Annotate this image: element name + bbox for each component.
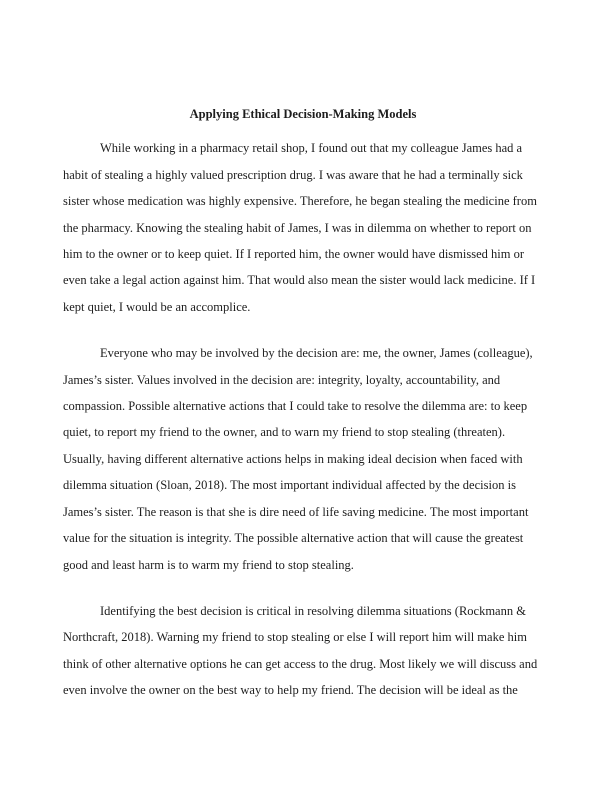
text-line: quiet, to report my friend to the owner, and to warn my friend to stop stealing (threaten). [63,425,506,440]
text-line: While working in a pharmacy retail shop, I found out that my colleague James had a [100,141,523,156]
text-line: even involve the owner on the best way to help my friend. The decision will be ideal as the [63,683,518,698]
text-line: sister whose medication was highly expensive. Therefore, he began stealing the medicine from [63,194,537,209]
text-line: Usually, having different alternative actions helps in making ideal decision when faced with [63,451,523,466]
document-title: Applying Ethical Decision-Making Models [189,107,417,121]
text-line: think of other alternative options he can get access to the drug. Most likely we will discuss and [63,656,538,671]
text-line: value for the situation is integrity. The possible alternative action that will cause the greatest [63,531,524,546]
text-line: James’s sister. The reason is that she is dire need of life saving medicine. The most important [63,504,529,519]
text-line: him to the owner or to keep quiet. If I reported him, the owner would have dismissed him or [63,247,525,262]
text-line: Everyone who may be involved by the decision are: me, the owner, James (colleague), [100,346,533,361]
paragraph [63,598,544,704]
text-line: Northcraft, 2018). Warning my friend to stop stealing or else I will report him will make him [63,630,527,645]
text-line: even take a legal action against him. That would also mean the sister would lack medicine. If I [63,273,536,288]
text-line: compassion. Possible alternative actions that I could take to resolve the dilemma are: to keep [63,399,528,414]
paragraph [63,135,544,320]
paragraph [63,340,544,578]
text-line: good and least harm is to warm my friend to stop stealing. [63,557,354,572]
text-line: James’s sister. Values involved in the decision are: integrity, loyalty, accountability, and [63,372,501,387]
text-line: dilemma situation (Sloan, 2018). The most important individual affected by the decision is [63,478,516,493]
document-body [63,135,544,703]
text-line: Identifying the best decision is critical in resolving dilemma situations (Rockmann & [100,603,526,618]
text-line: kept quiet, I would be an accomplice. [63,299,251,314]
text-line: habit of stealing a highly valued prescription drug. I was aware that he had a terminally sick [63,167,523,182]
text-line: the pharmacy. Knowing the stealing habit of James, I was in dilemma on whether to report on [63,220,532,235]
